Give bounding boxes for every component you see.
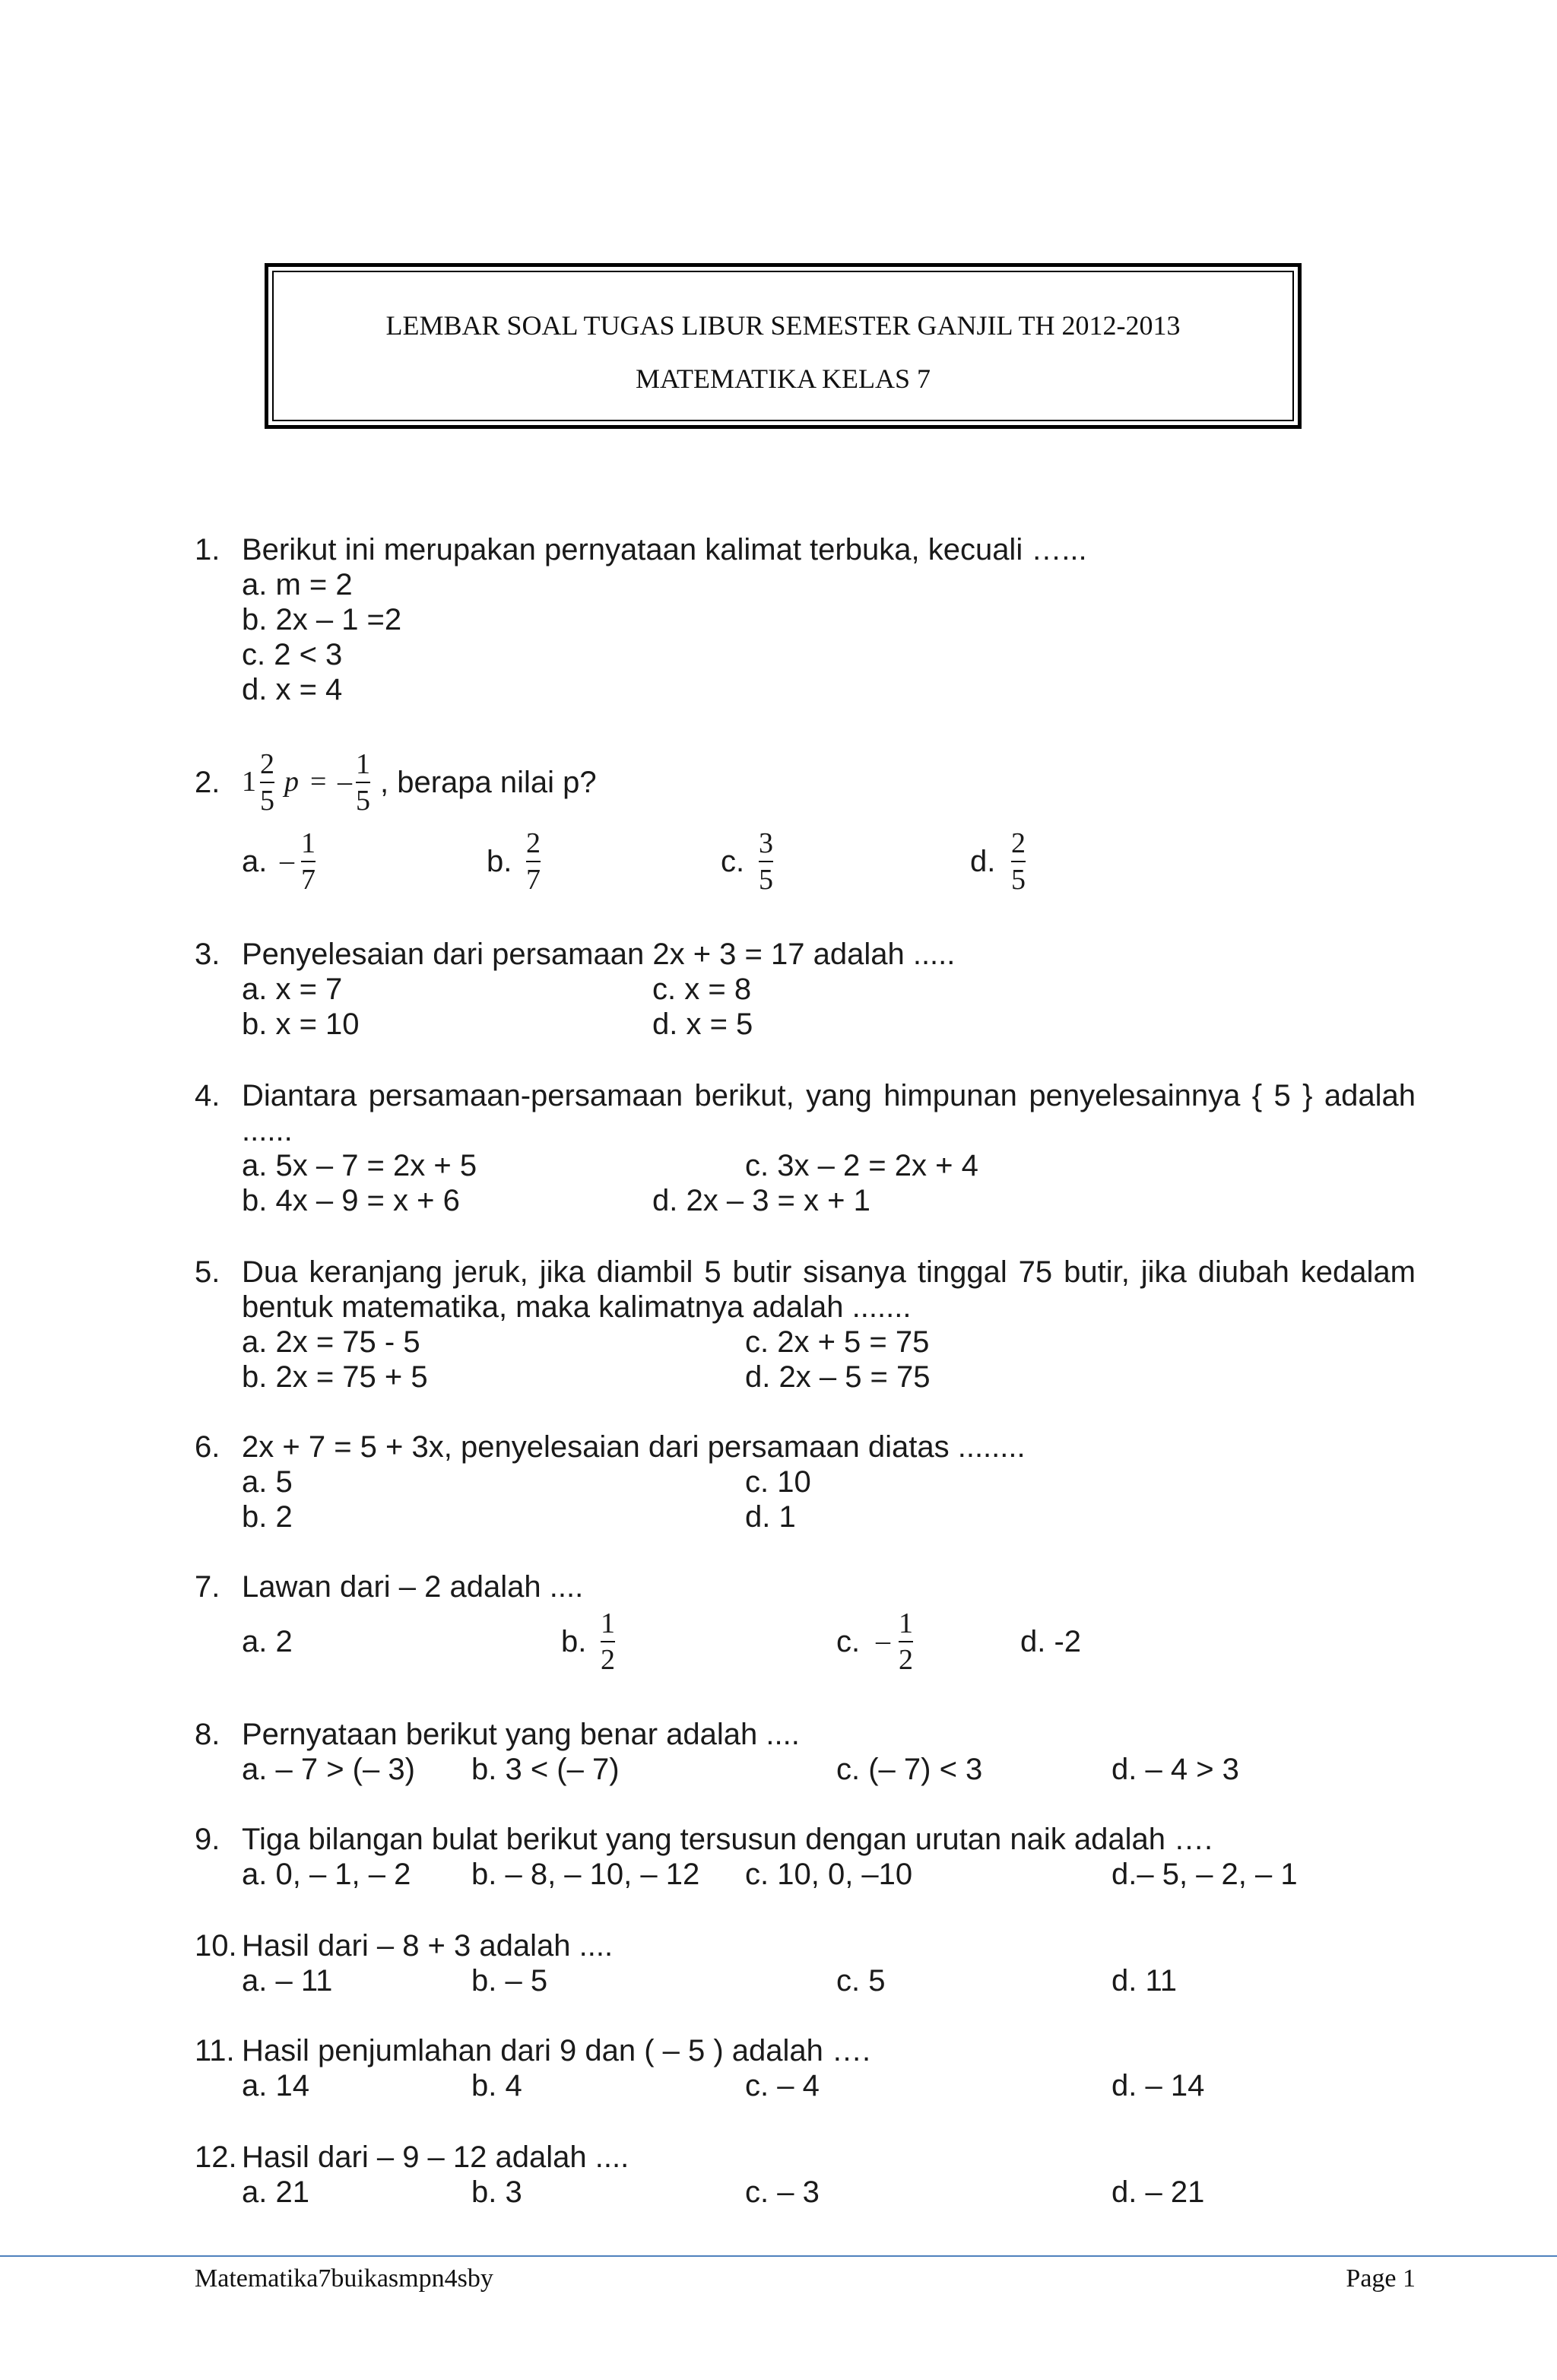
denominator: 5 <box>356 785 370 817</box>
option-a: a. 0, – 1, – 2 <box>242 1858 411 1891</box>
title-box <box>265 263 1302 429</box>
variable-p: p <box>284 766 299 798</box>
mixed-fraction <box>260 747 274 818</box>
question-text-continued: ...... <box>242 1114 293 1147</box>
option-c-sign: – <box>876 1625 890 1657</box>
option-b-fraction <box>526 826 541 897</box>
option-a: a. – 11 <box>242 1964 333 1998</box>
question-number: 11. <box>195 2034 235 2067</box>
denominator: 7 <box>301 864 316 896</box>
option-a: a. 5 <box>242 1465 293 1499</box>
question-text: Lawan dari – 2 adalah .... <box>242 1570 584 1604</box>
option-d: d. -2 <box>1020 1625 1082 1658</box>
option-a: a. 14 <box>242 2069 309 2102</box>
question-number: 8. <box>195 1718 220 1751</box>
option-b: b. 4 <box>471 2069 522 2102</box>
option-c: c. 3x – 2 = 2x + 4 <box>745 1149 978 1182</box>
question-number: 3. <box>195 938 220 971</box>
question-text: Berikut ini merupakan pernyataan kalimat terbuka, kecuali …... <box>242 533 1087 566</box>
option-d: d. 2x – 5 = 75 <box>745 1360 931 1394</box>
question-text: , berapa nilai p? <box>380 766 597 799</box>
question-text: Pernyataan berikut yang benar adalah .... <box>242 1718 800 1751</box>
option-a-fraction <box>301 826 316 897</box>
numerator: 2 <box>1011 827 1026 859</box>
footer-left: Matematika7buikasmpn4sby <box>195 2264 493 2293</box>
option-a: a. 5x – 7 = 2x + 5 <box>242 1149 477 1182</box>
option-b: b. 2 <box>242 1500 293 1534</box>
option-a: a. 21 <box>242 2175 309 2209</box>
option-b: b. 4x – 9 = x + 6 <box>242 1184 460 1217</box>
footer-divider <box>0 2255 1557 2257</box>
question-number: 9. <box>195 1823 220 1856</box>
numerator: 1 <box>301 827 316 859</box>
mixed-whole: 1 <box>242 766 256 798</box>
option-c: c. 2 < 3 <box>242 638 343 671</box>
option-c: c. – 4 <box>745 2069 820 2102</box>
option-b-label: b. <box>487 845 512 878</box>
option-c: c. 10, 0, –10 <box>745 1858 913 1891</box>
numerator: 3 <box>759 827 773 859</box>
option-a: a. 2x = 75 - 5 <box>242 1325 420 1359</box>
question-text: Penyelesaian dari persamaan 2x + 3 = 17 adalah ..... <box>242 938 956 971</box>
option-b-label: b. <box>561 1625 587 1658</box>
denominator: 5 <box>260 785 274 817</box>
option-d: d.– 5, – 2, – 1 <box>1111 1858 1298 1891</box>
question-number: 4. <box>195 1079 220 1112</box>
question-number: 10. <box>195 1929 237 1963</box>
option-d: d. 2x – 3 = x + 1 <box>652 1184 870 1217</box>
question-number: 2. <box>195 766 220 799</box>
option-c: c. (– 7) < 3 <box>836 1753 983 1786</box>
question-text: Tiga bilangan bulat berikut yang tersusun dengan urutan naik adalah …. <box>242 1823 1213 1856</box>
option-d: d. x = 5 <box>652 1008 753 1041</box>
option-c-fraction <box>759 826 773 897</box>
sheet-title: LEMBAR SOAL TUGAS LIBUR SEMESTER GANJIL TH 2012-2013 <box>385 310 1181 341</box>
option-d: d. 1 <box>745 1500 796 1534</box>
numerator: 2 <box>526 827 541 859</box>
question-number: 1. <box>195 533 220 566</box>
question-text: Dua keranjang jeruk, jika diambil 5 butir sisanya tinggal 75 butir, jika diubah kedalam <box>242 1255 1416 1289</box>
option-a: a. 2 <box>242 1625 293 1658</box>
denominator: 2 <box>601 1644 615 1676</box>
numerator: 1 <box>601 1607 615 1639</box>
option-c-fraction <box>899 1606 913 1677</box>
denominator: 5 <box>1011 864 1026 896</box>
option-c: c. 2x + 5 = 75 <box>745 1325 930 1359</box>
question-number: 6. <box>195 1430 220 1464</box>
numerator: 2 <box>260 748 274 780</box>
option-a-sign: – <box>280 845 294 877</box>
question-number: 12. <box>195 2140 237 2174</box>
rhs-fraction <box>356 747 370 818</box>
subject-title: MATEMATIKA KELAS 7 <box>635 363 931 394</box>
option-d: d. – 14 <box>1111 2069 1205 2102</box>
option-a: a. m = 2 <box>242 568 353 601</box>
numerator: 1 <box>899 1607 913 1639</box>
option-d: d. – 4 > 3 <box>1111 1753 1239 1786</box>
option-c-label: c. <box>721 845 745 878</box>
option-a: a. x = 7 <box>242 973 343 1006</box>
question-text-continued: bentuk matematika, maka kalimatnya adalah ....... <box>242 1290 912 1324</box>
option-b: b. 3 < (– 7) <box>471 1753 620 1786</box>
option-c: c. x = 8 <box>652 973 752 1006</box>
option-c: c. – 3 <box>745 2175 820 2209</box>
option-b: b. 3 <box>471 2175 522 2209</box>
question-text: Hasil dari – 9 – 12 adalah .... <box>242 2140 629 2174</box>
question-number: 5. <box>195 1255 220 1289</box>
option-c: c. 10 <box>745 1465 811 1499</box>
denominator: 2 <box>899 1644 913 1676</box>
option-c-label: c. <box>836 1625 861 1658</box>
question-text: Hasil dari – 8 + 3 adalah .... <box>242 1929 614 1963</box>
option-b: b. 2x = 75 + 5 <box>242 1360 428 1394</box>
option-b: b. – 8, – 10, – 12 <box>471 1858 700 1891</box>
option-d: d. x = 4 <box>242 673 343 706</box>
option-c: c. 5 <box>836 1964 886 1998</box>
denominator: 7 <box>526 864 541 896</box>
option-b: b. x = 10 <box>242 1008 360 1041</box>
page-number: Page 1 <box>1346 2264 1416 2293</box>
option-d-label: d. <box>970 845 996 878</box>
minus-sign: – <box>338 766 352 798</box>
question-number: 7. <box>195 1570 220 1604</box>
denominator: 5 <box>759 864 773 896</box>
option-a-label: a. <box>242 845 268 878</box>
question-text: 2x + 7 = 5 + 3x, penyelesaian dari persamaan diatas ........ <box>242 1430 1026 1464</box>
question-text: Diantara persamaan-persamaan berikut, yang himpunan penyelesainnya { 5 } adalah <box>242 1079 1416 1112</box>
option-b: b. 2x – 1 =2 <box>242 603 402 636</box>
option-b-fraction <box>601 1606 615 1677</box>
equals-sign: = <box>310 766 327 798</box>
question-text: Hasil penjumlahan dari 9 dan ( – 5 ) adalah …. <box>242 2034 871 2067</box>
option-d: d. – 21 <box>1111 2175 1205 2209</box>
option-d-fraction <box>1011 826 1026 897</box>
option-b: b. – 5 <box>471 1964 548 1998</box>
option-d: d. 11 <box>1111 1964 1177 1998</box>
option-a: a. – 7 > (– 3) <box>242 1753 415 1786</box>
numerator: 1 <box>356 748 370 780</box>
